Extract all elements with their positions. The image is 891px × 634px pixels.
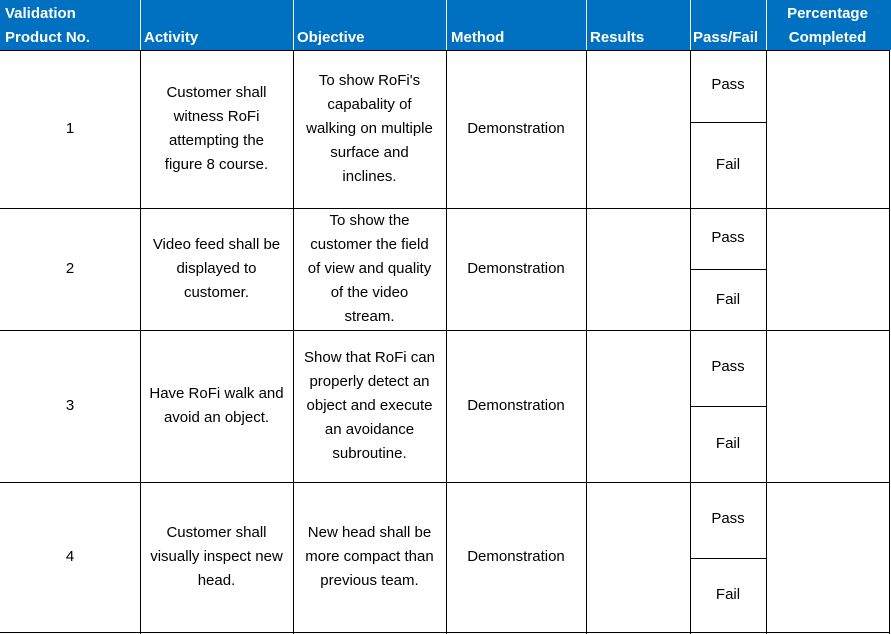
grid-line (0, 208, 890, 209)
pass-cell[interactable] (690, 482, 766, 558)
fail-label: Fail (715, 290, 741, 308)
objective-line: of the video (330, 284, 409, 301)
fail-label: Fail (715, 435, 741, 452)
row-number: 2 (65, 260, 75, 277)
objective-line: object and execute (306, 397, 433, 414)
activity-line: Customer shall (166, 524, 267, 541)
activity-line: displayed to (176, 260, 257, 277)
objective-line: To show the (329, 212, 410, 229)
table-row-results[interactable] (586, 330, 690, 482)
header-activity-label: Activity (144, 29, 199, 46)
pass-cell[interactable] (690, 50, 766, 122)
table-row-activity (140, 50, 293, 208)
table-row-method (446, 50, 586, 208)
table-row-activity (140, 482, 293, 632)
table-row-percentage[interactable] (766, 482, 891, 632)
pass-label: Pass (711, 228, 745, 246)
method-value: Demonstration (467, 120, 565, 137)
table-row-activity (140, 330, 293, 482)
header-validation-product-no (0, 0, 140, 50)
objective-line: walking on multiple (306, 120, 433, 137)
header-results (586, 0, 690, 50)
table-row-objective (293, 208, 446, 330)
header-objective-label: Objective (297, 29, 365, 46)
pass-label: Pass (711, 510, 745, 527)
activity-line: figure 8 course. (164, 156, 269, 173)
header-validation-line1: Validation (5, 5, 76, 22)
fail-label: Fail (715, 156, 741, 173)
grid-line (0, 50, 890, 51)
fail-cell[interactable] (690, 406, 766, 482)
fail-label: Fail (715, 586, 741, 603)
grid-line (0, 632, 890, 633)
pass-cell[interactable] (690, 330, 766, 406)
activity-line: customer. (183, 284, 249, 301)
header-percentage-line2: Completed (788, 29, 867, 46)
fail-cell[interactable] (690, 122, 766, 208)
pass-label: Pass (711, 76, 745, 93)
grid-line (690, 269, 766, 270)
grid-line (766, 50, 767, 634)
grid-line (690, 558, 766, 559)
grid-line (690, 406, 766, 407)
grid-line (446, 50, 447, 634)
objective-line: an avoidance (324, 421, 415, 438)
header-validation-line2: Product No. (5, 29, 90, 46)
header-pass-fail (690, 0, 766, 50)
table-row-method (446, 482, 586, 632)
fail-cell[interactable] (690, 269, 766, 330)
grid-line (293, 50, 294, 634)
activity-line: attempting the (168, 132, 265, 149)
table-row-number (0, 50, 140, 208)
activity-line: avoid an object. (163, 409, 270, 426)
objective-line: stream. (344, 308, 395, 325)
table-row-number (0, 482, 140, 632)
grid-line (889, 50, 890, 634)
table-row-objective (293, 50, 446, 208)
grid-line (0, 482, 890, 483)
objective-line: inclines. (342, 168, 397, 185)
grid-line (690, 122, 766, 123)
objective-line: properly detect an (309, 373, 430, 390)
method-value: Demonstration (467, 548, 565, 565)
table-row-percentage[interactable] (766, 330, 891, 482)
activity-line: witness RoFi (173, 108, 260, 125)
table-row-percentage[interactable] (766, 208, 891, 330)
table-row-objective (293, 482, 446, 632)
table-row-number (0, 208, 140, 330)
row-number: 4 (65, 548, 75, 565)
table-row-method (446, 208, 586, 330)
header-activity (140, 0, 293, 50)
header-method-label: Method (451, 29, 505, 46)
row-number: 1 (65, 120, 75, 137)
activity-line: head. (197, 572, 236, 589)
objective-line: of view and quality (307, 260, 432, 277)
header-percentage-line1: Percentage (787, 5, 868, 22)
table-row-results[interactable] (586, 208, 690, 330)
grid-line (140, 50, 141, 634)
pass-cell[interactable] (690, 208, 766, 269)
objective-line: To show RoFi's (318, 72, 421, 89)
grid-line (586, 50, 587, 634)
objective-line: New head shall be (307, 524, 432, 541)
table-row-results[interactable] (586, 482, 690, 632)
table-row-method (446, 330, 586, 482)
header-percentage-completed (766, 0, 891, 50)
table-row-activity (140, 208, 293, 330)
fail-cell[interactable] (690, 558, 766, 632)
table-row-percentage[interactable] (766, 50, 891, 208)
objective-line: previous team. (320, 572, 419, 589)
row-number: 3 (65, 397, 75, 414)
objective-line: more compact than (305, 548, 434, 565)
table-row-objective (293, 330, 446, 482)
grid-line (0, 330, 890, 331)
header-method (446, 0, 586, 50)
table-row-number (0, 330, 140, 482)
activity-line: Video feed shall be (152, 236, 281, 253)
activity-line: Customer shall (166, 84, 267, 101)
table-row-results[interactable] (586, 50, 690, 208)
header-results-label: Results (590, 29, 645, 46)
header-objective (293, 0, 446, 50)
objective-line: subroutine. (332, 445, 407, 462)
pass-label: Pass (711, 358, 745, 375)
activity-line: visually inspect new (150, 548, 283, 565)
objective-line: Show that RoFi can (304, 349, 435, 366)
objective-line: capabality of (327, 96, 412, 113)
method-value: Demonstration (467, 260, 565, 277)
grid-line (690, 50, 691, 634)
header-pass-fail-label: Pass/Fail (693, 29, 759, 46)
objective-line: surface and (330, 144, 409, 161)
method-value: Demonstration (467, 397, 565, 414)
objective-line: customer the field (310, 236, 429, 253)
activity-line: Have RoFi walk and (149, 385, 284, 402)
